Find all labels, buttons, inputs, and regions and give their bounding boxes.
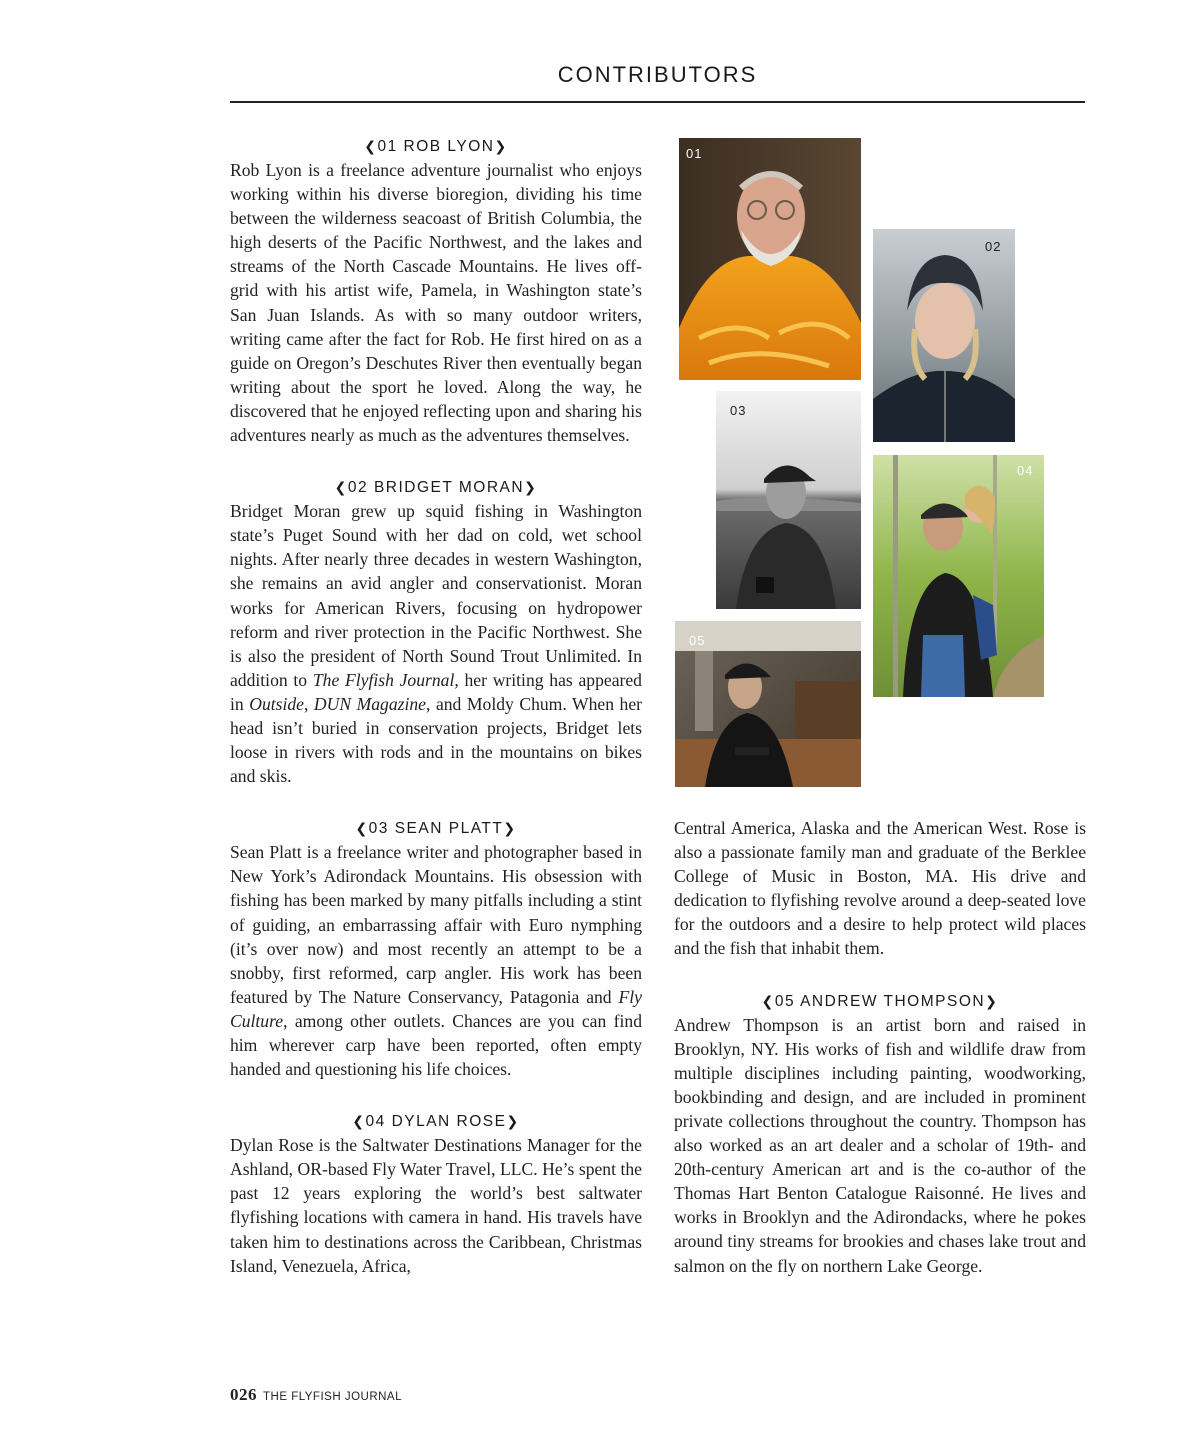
ornament-left-icon: ❮ [355, 821, 369, 838]
photo-number: 04 [1017, 463, 1034, 478]
page-title: CONTRIBUTORS [557, 62, 758, 87]
contributor-bio-04-part1: Dylan Rose is the Saltwater Destinations Manager for the Ashland, OR-based Fly Water Travel, LLC. He’s spent the past 12 years exploring the world’s best saltwater flyfishing locations with camera in hand. His travels have taken him to destinations across the Caribbean, Christmas Island, Venezuela, Africa, [230, 1135, 642, 1276]
right-column [674, 816, 1086, 1278]
contributor-bio-02: Bridget Moran grew up squid fishing in Washington state’s Puget Sound with her dad on cold, wet school nights. After nearly three decades in western Washington, she remains an avid angler and conservationist. Moran works for American Rivers, focusing on hydropower reform and river protection in the Pacific Northwest. She is also the president of North Sound Trout Unlimited. In addition to The Flyfish Journal, her writing has appeared in Outside, DUN Magazine, and Moldy Chum. When her head isn’t buried in conservation projects, Bridget lets loose in rivers with rods and in the mountains on bikes and skis. [230, 501, 642, 787]
photo-number: 01 [686, 146, 703, 161]
publication-title: The Flyfish Journal, [312, 669, 459, 690]
contributor-bio-03: Sean Platt is a freelance writer and photographer based in New York’s Adirondack Mountains. His obsession with fishing has been marked by many pitfalls including a stint of guiding, an embarrassing affair with Euro nymphing (it’s over now) and most recently an attempt to be a snobby, first reformed, carp angler. His work has been featured by The Nature Conservancy, Patagonia and Fly Culture, among other outlets. Chances are you can find him wherever carp have been reported, often empty handed and questioning his life choices. [230, 842, 642, 1080]
left-column [230, 136, 642, 1278]
contributor-heading-05: ❮05 ANDREW THOMPSON❯ [761, 992, 999, 1010]
contributor-bio-05: Andrew Thompson is an artist born and raised in Brooklyn, NY. His works of fish and wildlife draw from multiple disciplines including painting, woodworking, bookbinding and design, and are included in prominent private collections throughout the country. Thompson has also worked as an art dealer and a scholar of 19th- and 20th-century American art and is the co-author of the Thomas Hart Benton Catalogue Raisonné. He lives and works in Brooklyn and the Adirondacks, where he pokes around tiny streams for brookies and chases lake trout and salmon on the fly on northern Lake George. [674, 1014, 1086, 1276]
ornament-left-icon: ❮ [364, 139, 378, 155]
header-rule [230, 101, 1085, 103]
contributor-photo-04 [873, 455, 1044, 697]
contributor-heading-03: ❮03 SEAN PLATT❯ [355, 820, 517, 838]
publication-title: Fly Culture [230, 986, 642, 1031]
ornament-left-icon: ❮ [334, 480, 348, 497]
contributor-heading-02: ❮02 BRIDGET MORAN❯ [334, 479, 538, 497]
contributor-photo-02 [873, 229, 1015, 442]
photo-number: 03 [730, 403, 747, 418]
ornament-right-icon: ❯ [985, 993, 999, 1010]
ornament-left-icon: ❮ [352, 1114, 366, 1131]
photo-number: 02 [985, 239, 1002, 254]
contributor-bio-01: Rob Lyon is a freelance adventure journalist who enjoys working within his diverse bioregion, dividing his time between the wilderness seacoast of British Columbia, the high deserts of the Pacific Northwest, and the lakes and streams of the North Cascade Mountains. He lives off-grid with his artist wife, Pamela, in Washington state’s San Juan Islands. As with so many outdoor writers, writing came after the fact for Rob. He first hired on as a guide on Oregon’s Deschutes River then eventually began writing about the sport he loved. Along the way, he discovered that he enjoyed reflecting upon and sharing his adventures nearly as much as the adventures themselves. [230, 160, 642, 446]
ornament-left-icon: ❮ [761, 993, 775, 1010]
page-number: 026 [230, 1385, 257, 1404]
ornament-right-icon: ❯ [494, 139, 508, 155]
contributor-bio-04-part2: Central America, Alaska and the American West. Rose is also a passionate family man and graduate of the Berklee College of Music in Boston, MA. His drive and dedication to flyfishing revolve around a deep-seated love for the outdoors and a desire to help protect wild places and the fish that inhabit them. [674, 818, 1086, 959]
publication-name: THE FLYFISH JOURNAL [263, 1391, 402, 1403]
ornament-right-icon: ❯ [503, 821, 517, 838]
publication-title: DUN Magazine [313, 693, 426, 714]
contributor-heading-04: ❮04 DYLAN ROSE❯ [352, 1113, 520, 1131]
contributor-photo-01 [679, 138, 861, 380]
contributor-photo-03 [716, 391, 861, 609]
ornament-right-icon: ❯ [524, 480, 538, 497]
ornament-right-icon: ❯ [506, 1114, 520, 1131]
contributor-photo-05 [675, 621, 861, 787]
page-footer [230, 1385, 402, 1405]
contributor-heading-01: ❮01 ROB LYON❯ [364, 138, 508, 155]
photo-number: 05 [689, 633, 706, 648]
publication-title: Outside [249, 693, 304, 714]
